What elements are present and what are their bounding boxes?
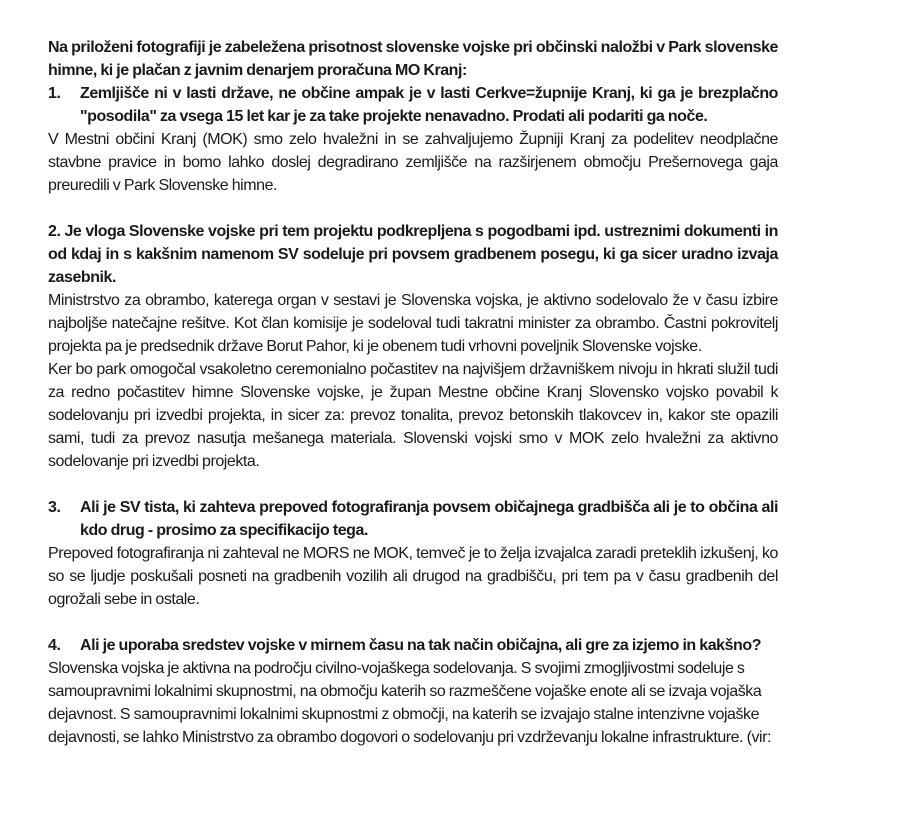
intro-paragraph: Na priloženi fotografiji je zabeležena prisotnost slovenske vojske pri občinski naložbi v Park slovenske himne, ki je plačan z javnim denarjem proračuna MO Kranj:	[48, 39, 778, 79]
question-3	[48, 496, 778, 542]
document-page	[48, 36, 778, 749]
answer-2a: Ministrstvo za obrambo, katerega organ v sestavi je Slovenska vojska, je aktivno sodelovalo že v času izbire najboljše natečajne rešitve. Kot član komisije je sodeloval tudi takratni minister za obrambo. Častni pokrovitelj projekta pa je predsednik države Borut Pahor, ki je obenem tudi vrhovni poveljnik Slovenske vojske.	[48, 292, 778, 355]
answer-4: Slovenska vojska je aktivna na področju civilno-vojaškega sodelovanja. S svojimi zmogljivostmi sodeluje s samoupravnimi lokalnimi skupnostmi, na območju katerih so razmeščene vojaške enote ali se izvaja vojaška dejavnost. S samoupravnimi lokalnimi skupnostmi z območji, na katerih se izvajajo stalne intenzivne vojaške dejavnosti, se lahko Ministrstvo za obrambo dogovori o sodelovanju pri vzdrževanju lokalne infrastrukture. (vir:	[48, 660, 772, 746]
answer-3: Prepoved fotografiranja ni zahteval ne MORS ne MOK, temveč je to želja izvajalca zaradi preteklih izkušenj, ko so se ljudje poskušali posneti na gradbenih vozilih ali drugod na gradbišču, pri tem pa v času gradbenih del ogrožali sebe in ostale.	[48, 545, 778, 608]
question-text: Ali je uporaba sredstev vojske v mirnem času na tak način običajna, ali gre za izjemo in kakšno?	[80, 637, 762, 654]
answer-2b: Ker bo park omogočal vsakoletno ceremonialno počastitev na najvišjem državniškem nivoju in hkrati služil tudi za redno počastitev himne Slovenske vojske, je župan Mestne občine Kranj Slovensko vojsko povabil k sodelovanju pri izvedbi projekta, in sicer za: prevoz tonalita, prevoz betonskih tlakovcev in, kakor ste opazili sami, tudi za prevoz nasutja mešanega materiala. Slovenski vojski smo v MOK zelo hvaležni za aktivno sodelovanje pri izvedbi projekta.	[48, 361, 778, 470]
question-number: 3.	[48, 499, 61, 516]
question-1	[48, 82, 778, 128]
answer-1: V Mestni občini Kranj (MOK) smo zelo hvaležni in se zahvaljujemo Župniji Kranj za podelitev neodplačne stavbne pravice in bomo lahko doslej degradirano zemljišče na razširjenem območju Prešernovega gaja preuredili v Park Slovenske himne.	[48, 131, 778, 194]
question-number: 1.	[48, 85, 61, 102]
question-text: Zemljišče ni v lasti države, ne občine ampak je v lasti Cerkve=župnije Kranj, ki ga je brezplačno "posodila" za vsega 15 let kar je za take projekte nenavadno. Prodati ali podariti ga noče.	[80, 85, 778, 125]
question-number: 4.	[48, 637, 61, 654]
question-2: 2. Je vloga Slovenske vojske pri tem projektu podkrepljena s pogodbami ipd. ustreznimi dokumenti in od kdaj in s kakšnim namenom SV sodeluje pri povsem gradbenem posegu, ki ga sicer uradno izvaja zasebnik.	[48, 223, 778, 286]
question-4	[48, 634, 778, 657]
question-text: Ali je SV tista, ki zahteva prepoved fotografiranja povsem običajnega gradbišča ali je to občina ali kdo drug - prosimo za specifikacijo tega.	[80, 499, 778, 539]
